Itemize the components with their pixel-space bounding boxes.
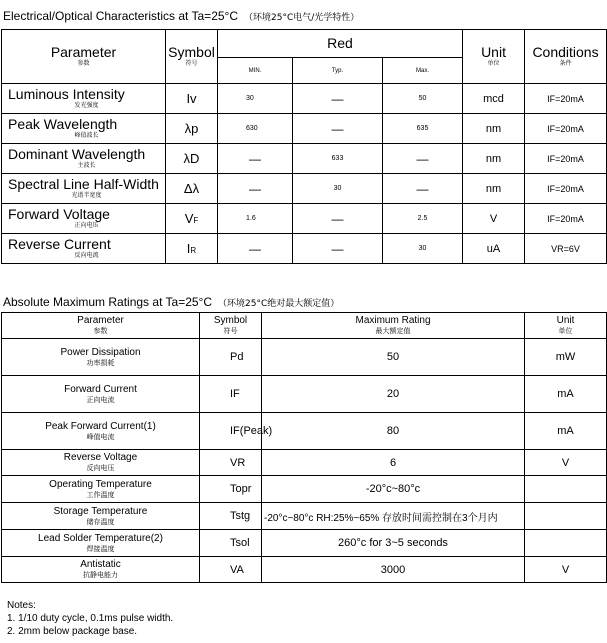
table-row: Operating Temperature 工作温度 Topr -20°c~80°c	[2, 476, 607, 503]
table-row: Storage Temperature 储存温度 Tstg -20°c~80°c RH:25%~65% 存放时间需控制在3个月内	[2, 503, 607, 530]
header-conditions: Conditions 条件	[525, 30, 607, 84]
table-row: Reverse Voltage 反向电压 VR 6 V	[2, 450, 607, 476]
table-row: Peak Forward Current(1) 峰值电流 IF(Peak) 80 mA	[2, 413, 607, 450]
header-max: Max.	[383, 58, 463, 84]
header-red: Red	[218, 30, 463, 58]
header-min: MIN.	[218, 58, 293, 84]
absolute-table	[1, 312, 607, 583]
notes-heading: Notes:	[7, 600, 36, 611]
table-row: Reverse Current 反向电流 IR — — 30 uA VR=6V	[2, 234, 607, 264]
table-row: Dominant Wavelength 主波长 λD — 633 — nm IF=20mA	[2, 144, 607, 174]
table-row: Forward Current 正向电流 IF 20 mA	[2, 376, 607, 413]
abs-header-symbol: Symbol 符号	[200, 313, 262, 339]
note-item: 2. 2mm below package base.	[7, 626, 138, 637]
abs-header-parameter: Parameter 参数	[2, 313, 200, 339]
abs-header-rating: Maximum Rating 最大额定值	[262, 313, 525, 339]
header-unit: Unit 单位	[463, 30, 525, 84]
electrical-table	[1, 29, 607, 264]
note-item: 1. 1/10 duty cycle, 0.1ms pulse width.	[7, 613, 174, 624]
electrical-title: Electrical/Optical Characteristics at Ta=25°C （环境25°C电气/光学特性）	[3, 9, 360, 23]
notes	[7, 599, 173, 638]
table-row: Power Dissipation 功率损耗 Pd 50 mW	[2, 339, 607, 376]
absolute-title: Absolute Maximum Ratings at Ta=25°C （环境25°C绝对最大额定值）	[3, 295, 340, 309]
abs-header-unit: Unit 单位	[525, 313, 607, 339]
table-row: Forward Voltage 正向电压 VF 1.6 — 2.5 V IF=20mA	[2, 204, 607, 234]
header-parameter: Parameter 参数	[2, 30, 166, 84]
table-row: Lead Solder Temperature(2) 焊接温度 Tsol 260°c for 3~5 seconds	[2, 530, 607, 557]
table-row: Antistatic 抗静电能力 VA 3000 V	[2, 557, 607, 583]
table-row: Peak Wavelength 峰值波长 λp 630 — 635 nm IF=20mA	[2, 114, 607, 144]
table-row: Spectral Line Half-Width 光谱半宽度 Δλ — 30 — nm IF=20mA	[2, 174, 607, 204]
header-symbol: Symbol 符号	[166, 30, 218, 84]
table-row: Luminous Intensity 发光强度 Iv 30 — 50 mcd IF=20mA	[2, 84, 607, 114]
header-typ: Typ.	[293, 58, 383, 84]
